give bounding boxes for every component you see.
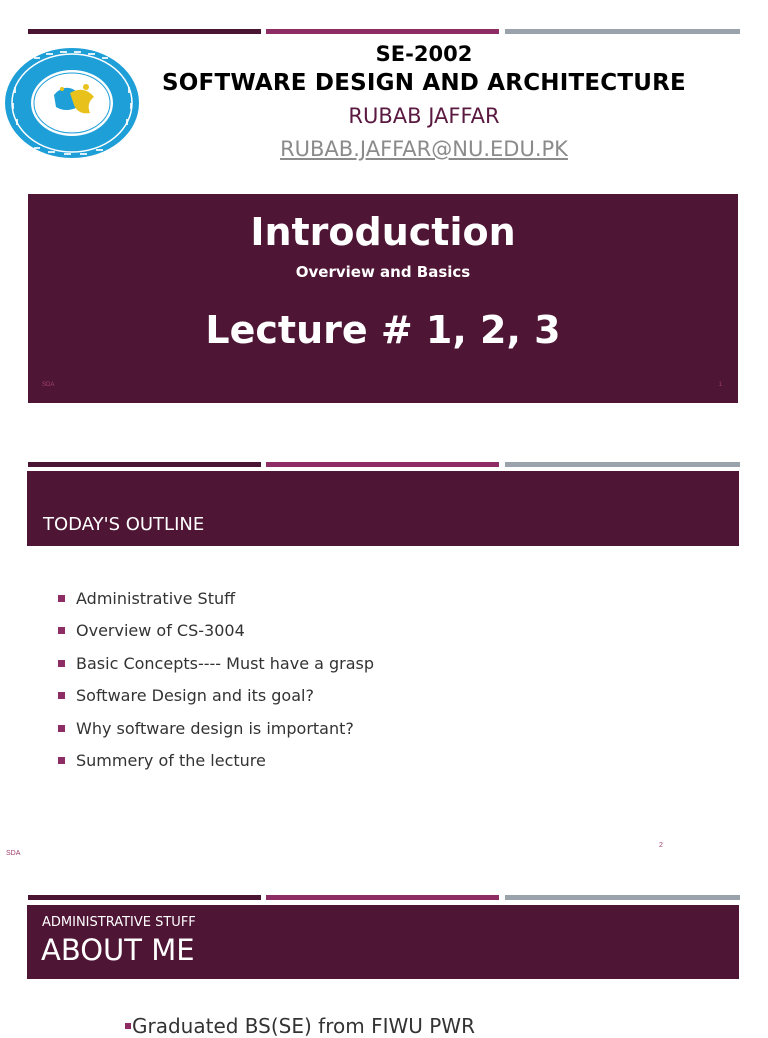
- list-item: Why software design is important?: [58, 718, 374, 750]
- slide3-stripe-dark: [28, 895, 261, 900]
- square-bullet-icon: [58, 725, 65, 732]
- instructor-email-link[interactable]: RUBAB.JAFFAR@NU.EDU.PK: [280, 137, 568, 161]
- square-bullet-icon: [58, 692, 65, 699]
- slide2-stripe-gray: [505, 462, 740, 467]
- top-stripe-magenta: [266, 29, 499, 34]
- course-name: SOFTWARE DESIGN AND ARCHITECTURE: [162, 70, 686, 96]
- square-bullet-icon: [58, 757, 65, 764]
- list-item: Summery of the lecture: [58, 750, 374, 782]
- outline-banner: [27, 471, 739, 546]
- square-bullet-icon: [58, 627, 65, 634]
- about-title: ABOUT ME: [41, 933, 195, 967]
- university-seal-icon: [4, 47, 141, 159]
- intro-banner: [28, 194, 738, 403]
- about-banner: [27, 905, 739, 979]
- list-item: Software Design and its goal?: [58, 685, 374, 717]
- outline-list: [58, 588, 374, 782]
- outline-title: TODAY'S OUTLINE: [43, 514, 205, 535]
- instructor-name: RUBAB JAFFAR: [348, 104, 500, 128]
- slide3-stripe-magenta: [266, 895, 499, 900]
- square-bullet-icon: [58, 595, 65, 602]
- slide2-stripe-dark: [28, 462, 261, 467]
- list-item: Graduated BS(SE) from FIWU PWR: [132, 1014, 475, 1038]
- course-code: SE-2002: [375, 42, 473, 66]
- slide2-stripe-magenta: [266, 462, 499, 467]
- intro-title: Introduction: [250, 210, 516, 254]
- list-item: Overview of CS-3004: [58, 620, 374, 652]
- slide1-page-number: 1: [718, 382, 722, 388]
- course-header: [140, 40, 708, 164]
- slide2-footer-left: SDA: [6, 850, 21, 857]
- square-bullet-icon: [58, 660, 65, 667]
- section-label: ADMINISTRATIVE STUFF: [42, 915, 196, 930]
- top-stripe-dark: [28, 29, 261, 34]
- slide2-page-number: 2: [659, 842, 663, 849]
- top-stripe-gray: [505, 29, 740, 34]
- slide3-stripe-gray: [505, 895, 740, 900]
- intro-subtitle: Overview and Basics: [295, 263, 471, 281]
- slide1-footer-left: SDA: [42, 382, 55, 388]
- list-item: Administrative Stuff: [58, 588, 374, 620]
- list-item: Basic Concepts---- Must have a grasp: [58, 653, 374, 685]
- lecture-number: Lecture # 1, 2, 3: [205, 308, 561, 352]
